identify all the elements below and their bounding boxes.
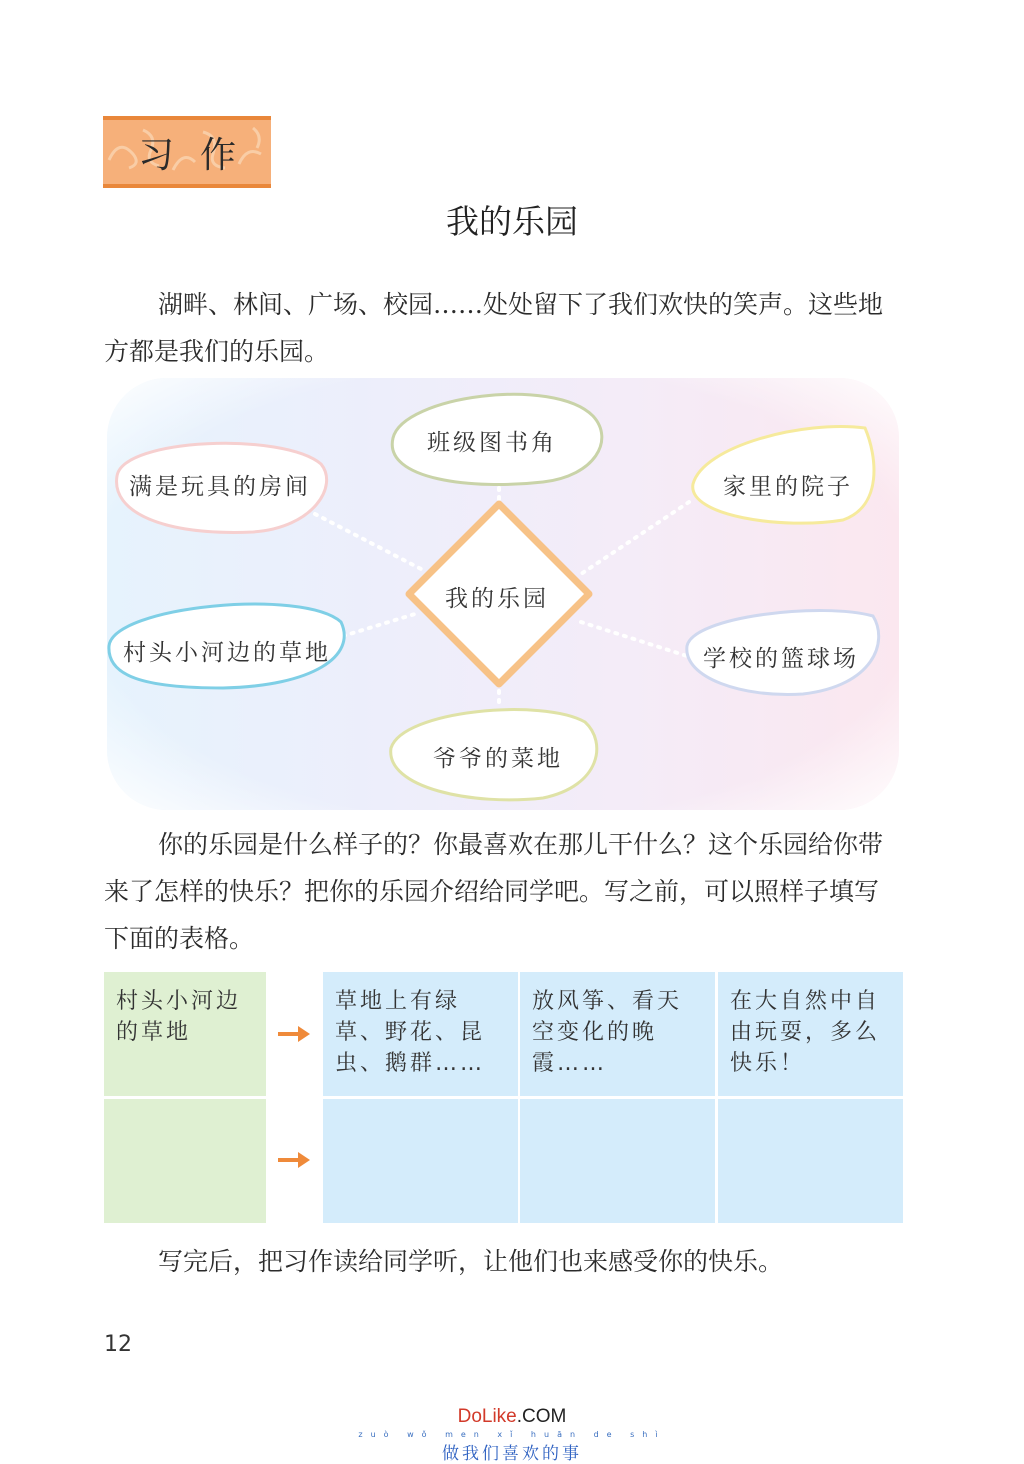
- table-row-1-col-1-cell: [323, 972, 518, 1096]
- node-bottom-label: 爷爷的菜地: [433, 746, 563, 772]
- node-top-label: 班级图书角: [427, 430, 557, 456]
- table-row-2-place-cell[interactable]: [104, 1099, 266, 1223]
- center-label: 我的乐园: [445, 586, 549, 612]
- table-row-1-col-2: 放风筝、看天空变化的晚霞……: [532, 989, 683, 1076]
- table-row-2-col-1-cell[interactable]: [323, 1099, 518, 1223]
- arrow-right-icon: [276, 1150, 312, 1170]
- table-row-1-col-1: 草地上有绿草、野花、昆虫、鹅群……: [335, 989, 486, 1076]
- page-title: 我的乐园: [446, 202, 578, 241]
- brand-part-1: DoLike: [457, 1406, 517, 1427]
- table-row-1-col-2-cell: [520, 972, 715, 1096]
- prompt-paragraph: 你的乐园是什么样子的？你最喜欢在那儿干什么？这个乐园给你带来了怎样的快乐？把你的乐园介绍给同学吧。写之前，可以照样子填写下面的表格。: [104, 830, 884, 953]
- section-tag-label: 习作: [137, 134, 262, 176]
- node-left-label: 村头小河边的草地: [123, 640, 331, 666]
- arrow-right-icon: [276, 1024, 312, 1044]
- footer-watermark: [0, 1406, 1024, 1464]
- table-row-2-col-2-cell[interactable]: [520, 1099, 715, 1223]
- table-row-1-place: 村头小河边的草地: [116, 989, 242, 1045]
- slogan-text: 做我们喜欢的事: [442, 1444, 582, 1464]
- intro-paragraph: 湖畔、林间、广场、校园……处处留下了我们欢快的笑声。这些地方都是我们的乐园。: [104, 290, 884, 366]
- table-row-1-place-cell: [104, 972, 266, 1096]
- node-right-label: 学校的篮球场: [703, 646, 859, 672]
- slogan-pinyin: zuò wǒ men xǐ huān de shì: [358, 1430, 666, 1439]
- brand-part-2: .COM: [516, 1406, 567, 1427]
- node-top-left-label: 满是玩具的房间: [129, 474, 311, 500]
- mind-map-diagram: [103, 376, 903, 812]
- table-row-1-col-3: 在大自然中自由玩耍，多么快乐！: [730, 989, 881, 1076]
- table-row-2-col-3-cell[interactable]: [718, 1099, 903, 1223]
- closing-paragraph: 写完后，把习作读给同学听，让他们也来感受你的快乐。: [158, 1247, 784, 1276]
- page-number: 12: [104, 1332, 132, 1357]
- section-tag: [103, 116, 271, 188]
- node-top-right-label: 家里的院子: [723, 474, 853, 500]
- table-row-1-col-3-cell: [718, 972, 903, 1096]
- brand-logo: [0, 1406, 1024, 1428]
